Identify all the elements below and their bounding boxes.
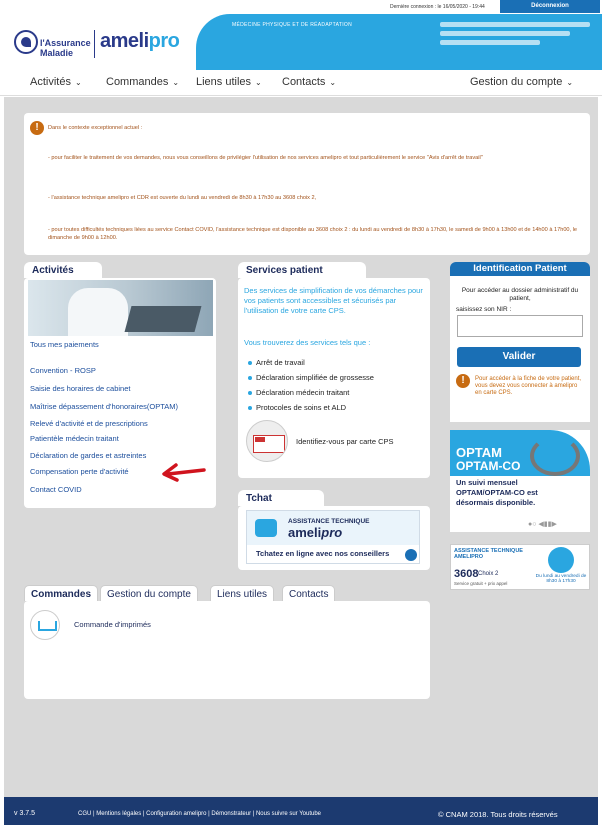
- notice-intro: Dans le contexte exceptionnel actuel :: [48, 125, 143, 131]
- redacted-address: [440, 31, 570, 36]
- nav-activites[interactable]: Activités ⌄: [30, 76, 82, 88]
- logo-ameli: ameli: [100, 30, 149, 52]
- logo-separator: [94, 30, 95, 58]
- tab-contacts[interactable]: Contacts: [282, 585, 335, 601]
- notice-line-3: - pour toutes difficultés techniques liées au service Contact COVID, l'assistance technique est disponible au 3608 choix 2 : du lundi au vendredi de 8h30 à 17h30, le samedi de 9h00 à 13h00 et de 14h00 à 17h00, le dimanche de 9h00 à 12h00.: [48, 227, 577, 241]
- cps-card-icon[interactable]: [246, 420, 288, 462]
- amelipro-logo[interactable]: [100, 30, 179, 53]
- logo-text-assurance: l'Assurance: [40, 38, 91, 48]
- optam-title: OPTAM: [456, 445, 502, 460]
- identification-title: Identification Patient: [450, 262, 590, 276]
- carousel-controls[interactable]: ●○ ◀▮▮▶: [528, 521, 557, 528]
- basket-icon[interactable]: [30, 610, 60, 640]
- notice-line-1: - pour faciliter le traitement de vos demandes, nous vous conseillons de privilégier l'utilisation de nos services amelipro et tout particulièrement le service "Avis d'arrêt de travail": [48, 155, 483, 161]
- link-compensation[interactable]: Compensation perte d'activité: [30, 467, 129, 476]
- service-item[interactable]: Déclaration médecin traitant: [256, 388, 350, 397]
- chevron-down-icon: ⌄: [74, 78, 82, 87]
- version: v 3.7.5: [14, 810, 36, 817]
- tchat-banner-t3: Tchatez en ligne avec nos conseillers: [256, 549, 390, 558]
- assistance-hours: Du lundi au vendredi de 8h30 à 17h30: [535, 574, 587, 584]
- assistance-choix: Choix 2: [478, 571, 499, 577]
- chevron-down-icon: ⌄: [172, 78, 180, 87]
- specialty-label: MÉDECINE PHYSIQUE ET DE RÉADAPTATION: [232, 22, 352, 28]
- service-item[interactable]: Arrêt de travail: [256, 358, 305, 367]
- cps-login-link[interactable]: Identifiez-vous par carte CPS: [296, 437, 394, 446]
- link-convention-rosp[interactable]: Convention - ROSP: [30, 366, 96, 375]
- seal-icon: [14, 30, 38, 54]
- commande-imprimes-link[interactable]: Commande d'imprimés: [74, 620, 151, 629]
- doctor-image: [28, 280, 213, 336]
- redacted-name: [440, 22, 590, 27]
- identification-text: Pour accéder au dossier administratif du patient,: [461, 287, 579, 302]
- link-contact-covid[interactable]: Contact COVID: [30, 485, 82, 494]
- identification-warning: Pour accéder à la fiche de votre patient, vous devez vous connecter à amelipro en carte CPS.: [475, 376, 582, 396]
- stethoscope-icon: [530, 436, 580, 476]
- nav-liens-utiles[interactable]: Liens utiles ⌄: [196, 76, 262, 88]
- link-tous-paiements[interactable]: Tous mes paiements: [30, 340, 99, 349]
- tab-commandes[interactable]: Commandes: [24, 585, 98, 601]
- tab-gestion-compte[interactable]: Gestion du compte: [100, 585, 198, 601]
- nav-commandes[interactable]: Commandes ⌄: [106, 76, 180, 88]
- nir-label: saisissez son NIR :: [456, 306, 512, 313]
- service-item[interactable]: Déclaration simplifiée de grossesse: [256, 373, 374, 382]
- assistance-free: Service gratuit + prix appel: [454, 581, 508, 586]
- tchat-banner-t1: ASSISTANCE TECHNIQUE: [288, 518, 370, 525]
- chevron-down-icon: ⌄: [255, 78, 262, 87]
- optam-text: Un suivi mensuel OPTAM/OPTAM-CO est désormais disponible.: [456, 478, 538, 507]
- commandes-panel: [24, 601, 430, 699]
- nav-gestion-compte[interactable]: Gestion du compte ⌄: [470, 76, 574, 88]
- nav-contacts[interactable]: Contacts ⌄: [282, 76, 337, 88]
- chevron-down-icon: ⌄: [566, 78, 574, 87]
- main-nav: [0, 70, 602, 96]
- copyright: © CNAM 2018. Tous droits réservés: [438, 810, 558, 819]
- link-optam[interactable]: Maîtrise dépassement d'honoraires(OPTAM): [30, 402, 179, 411]
- link-patientele[interactable]: Patientèle médecin traitant: [30, 434, 119, 443]
- chat-bubble-icon: [255, 519, 277, 537]
- logout-button[interactable]: Déconnexion: [500, 0, 600, 13]
- logo-pro: pro: [148, 30, 180, 52]
- assistance-title: ASSISTANCE TECHNIQUE AMELIPRO: [454, 548, 523, 560]
- notice-line-2: - l'assistance technique amelipro et CDR est ouverte du lundi au vendredi de 8h30 à 17h30 au 3608 choix 2,: [48, 195, 317, 201]
- services-intro: Des services de simplification de vos démarches pour vos patients sont accessibles et sécurisés par l'utilisation de votre carte CPS.: [244, 286, 423, 315]
- tchat-title: Tchat: [238, 490, 324, 506]
- warning-icon: !: [456, 374, 470, 388]
- chevron-down-icon: ⌄: [329, 78, 337, 87]
- nir-input[interactable]: [457, 315, 583, 337]
- valider-button[interactable]: Valider: [457, 347, 581, 367]
- assurance-maladie-logo[interactable]: [14, 28, 92, 62]
- optam-co-title: OPTAM-CO: [456, 459, 521, 473]
- red-arrow-annotation: [160, 462, 206, 482]
- redacted-city: [440, 40, 540, 45]
- tchat-banner-logo: amelipro: [288, 525, 343, 540]
- link-gardes-astreintes[interactable]: Déclaration de gardes et astreintes: [30, 451, 147, 460]
- warning-icon: !: [30, 121, 44, 135]
- last-connection: Dernière connexion : le 16/05/2020 - 19:44: [390, 4, 485, 10]
- link-horaires-cabinet[interactable]: Saisie des horaires de cabinet: [30, 384, 131, 393]
- advisor-avatar-icon: [548, 547, 574, 573]
- service-item[interactable]: Protocoles de soins et ALD: [256, 403, 347, 412]
- activites-title: Activités: [24, 262, 102, 278]
- play-icon: [405, 549, 417, 561]
- tab-liens-utiles[interactable]: Liens utiles: [210, 585, 274, 601]
- link-releve-activite[interactable]: Relevé d'activité et de prescriptions: [30, 419, 148, 428]
- footer-links[interactable]: CGU | Mentions légales | Configuration amelipro | Démonstrateur | Nous suivre sur Youtube: [78, 811, 322, 817]
- logo-text-maladie: Maladie: [40, 48, 74, 58]
- services-title: Services patient: [238, 262, 366, 278]
- services-subtitle: Vous trouverez des services tels que :: [244, 338, 371, 347]
- assistance-number: 3608: [454, 568, 479, 580]
